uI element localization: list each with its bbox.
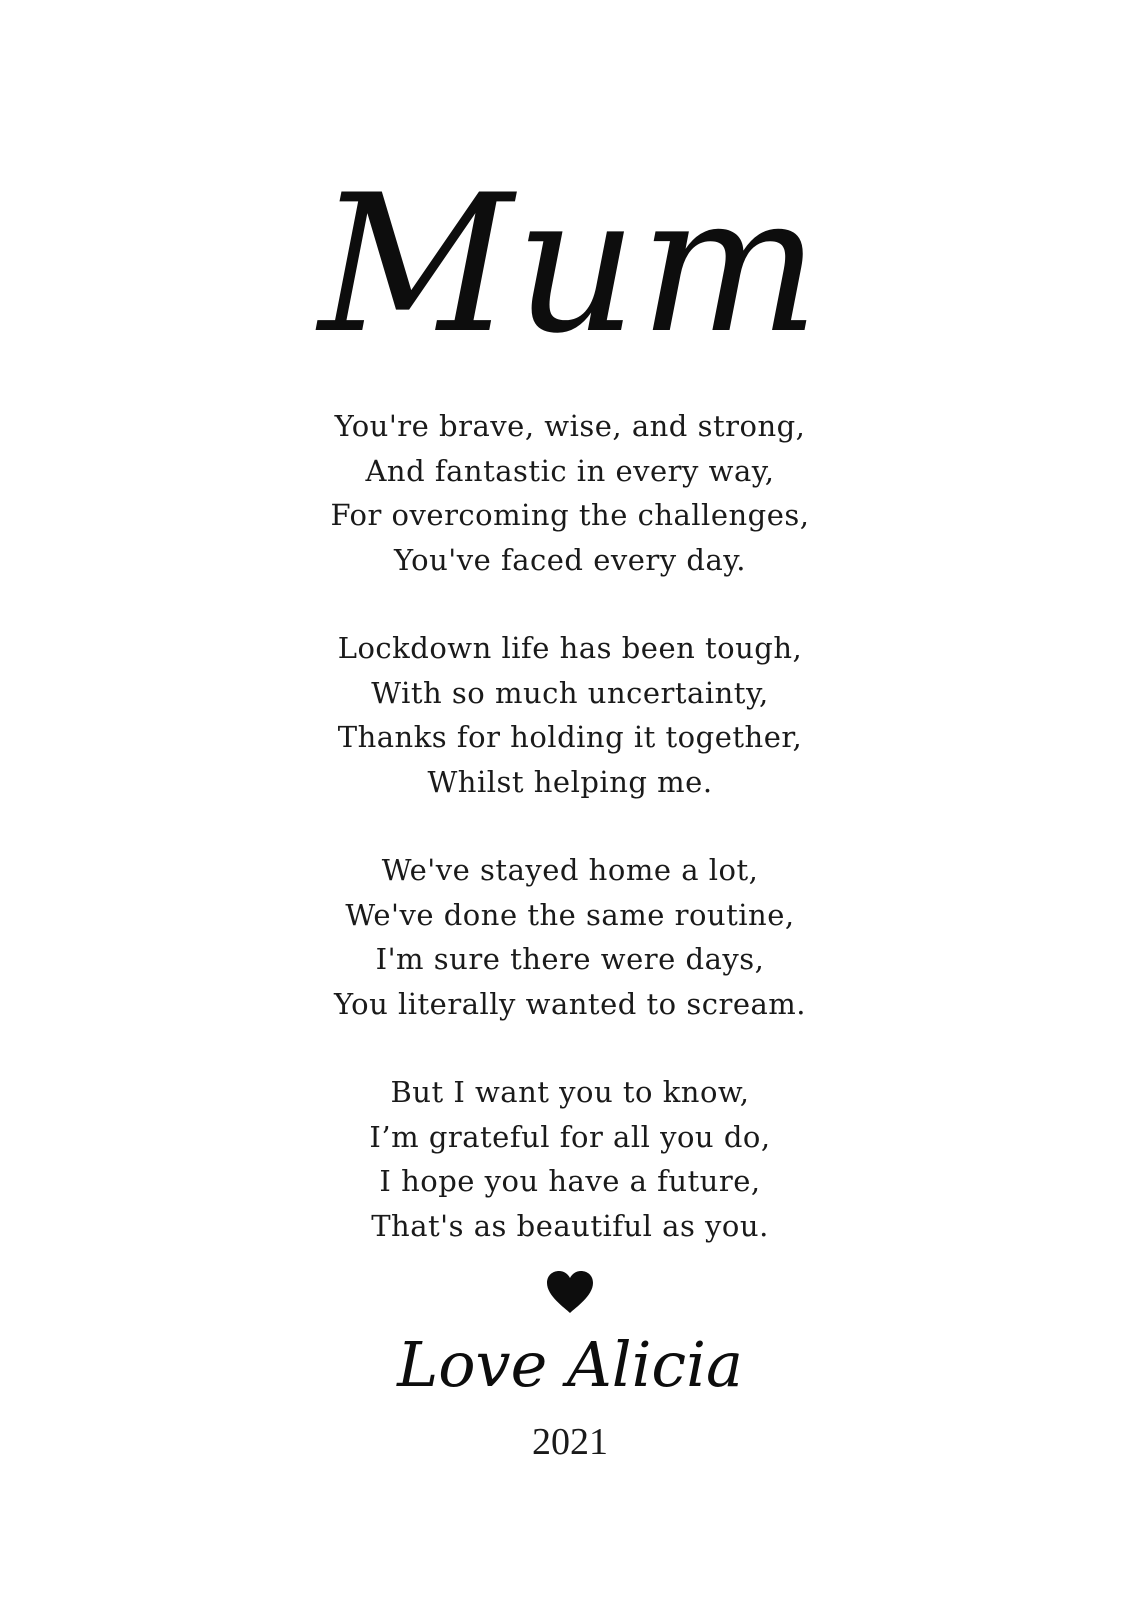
poem-line: I hope you have a future, (379, 1164, 761, 1198)
poem-line: With so much uncertainty, (371, 675, 769, 710)
poem-line: But I want you to know, (390, 1075, 750, 1109)
poem-title: Mum (318, 154, 822, 375)
poem-line: We've stayed home a lot, (381, 853, 759, 887)
poem-line: That's as beautiful as you. (371, 1208, 769, 1243)
heart-icon (545, 1270, 595, 1314)
poem-line: You're brave, wise, and strong, (334, 409, 806, 443)
poem-line: Whilst helping me. (427, 764, 713, 799)
poem-line: Thanks for holding it together, (337, 720, 803, 754)
poem-line: For overcoming the challenges, (330, 498, 810, 532)
stanza-4 (0, 1070, 1140, 1248)
year: 2021 (532, 1421, 608, 1463)
poem-line: You literally wanted to scream. (333, 986, 807, 1021)
stanza-3 (0, 848, 1140, 1026)
poem-line: I'm sure there were days, (375, 942, 765, 976)
poem-line: Lockdown life has been tough, (337, 631, 803, 665)
stanza-2 (0, 626, 1140, 804)
signature: Love Alicia (397, 1328, 743, 1401)
poem-line: We've done the same routine, (345, 897, 795, 932)
poem-line: I’m grateful for all you do, (369, 1119, 771, 1154)
poem-line: You've faced every day. (394, 542, 746, 577)
poem-line: And fantastic in every way, (365, 453, 775, 488)
stanza-1 (0, 404, 1140, 582)
poem-body (0, 404, 1140, 1292)
